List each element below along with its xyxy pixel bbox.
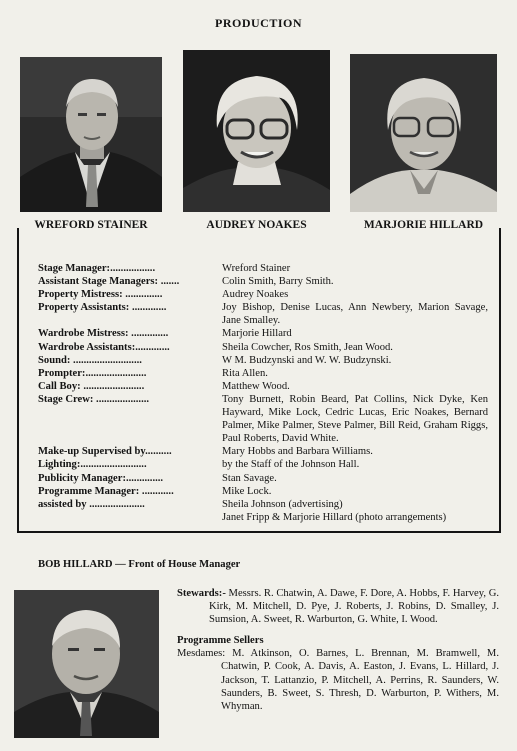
credit-names: Rita Allen. — [222, 367, 268, 379]
credit-names: Wreford Stainer — [222, 263, 291, 274]
credit-role: Programme Manager: ............ — [38, 485, 174, 497]
credit-names: Joy Bishop, Denise Lucas, Ann Newbery, Marion Savage, Jane Smalley. — [222, 302, 488, 327]
credit-row — [38, 275, 488, 288]
stewards-label: Stewards:- — [177, 588, 226, 599]
production-credits — [38, 262, 488, 524]
credit-names: Janet Fripp & Marjorie Hillard (photo arrangements) — [222, 511, 447, 523]
portrait-caption: WREFORD STAINER — [34, 219, 148, 231]
credit-role: Call Boy: ....................... — [38, 380, 145, 392]
credit-names: Marjorie Hillard — [222, 328, 292, 340]
page-heading: PRODUCTION — [214, 16, 302, 30]
credit-names: Sheila Johnson (advertising) — [222, 498, 343, 510]
credit-role — [38, 511, 220, 524]
credit-role: Sound: .......................... — [38, 354, 142, 366]
credit-role: Lighting:......................... — [38, 459, 147, 471]
credit-row — [38, 341, 488, 354]
credit-role: Make-up Supervised by.......... — [38, 446, 172, 458]
credit-role: Wardrobe Mistress: .............. — [38, 328, 169, 340]
credit-role: Wardrobe Assistants:............. — [38, 341, 170, 353]
credit-names: Colin Smith, Barry Smith. — [222, 276, 334, 288]
credit-row — [38, 445, 488, 458]
credit-names: Tony Burnett, Robin Beard, Pat Collins, Nick Dyke, Ken Hayward, Mike Lock, Cedric Lucas, Eric Noakes, Bernard Palmer, Mike Palmer, Steve Palmer, Bill Reid, Graham Riggs, Paul Roberts, David White. — [222, 393, 488, 445]
credit-names: Sheila Cowcher, Ros Smith, Jean Wood. — [222, 341, 393, 353]
credit-row — [38, 458, 488, 471]
credit-names: Mike Lock. — [222, 485, 272, 497]
credit-role: assisted by ..................... — [38, 498, 145, 510]
portrait-photo-marjorie-hillard — [350, 54, 497, 212]
frame-border-left — [17, 228, 19, 533]
credit-row — [38, 327, 488, 340]
programme-sellers-title: Programme Sellers — [177, 635, 264, 647]
credit-role: Property Mistress: .............. — [38, 289, 163, 301]
credit-names: Audrey Noakes — [222, 289, 289, 301]
portrait-photo-wreford-stainer — [20, 57, 162, 212]
credit-role: Stage Crew: .................... — [38, 393, 150, 405]
credit-row — [38, 511, 488, 524]
portrait-caption: AUDREY NOAKES — [206, 219, 307, 231]
credit-row — [38, 288, 488, 301]
portrait-caption: MARJORIE HILLARD — [363, 219, 484, 231]
credit-role: Publicity Manager:.............. — [38, 472, 164, 484]
credit-row — [38, 301, 488, 327]
stewards-names: Messrs. R. Chatwin, A. Dawe, F. Dore, A. Hobbs, F. Harvey, G. Kirk, M. Mitchell, D. Pye, J. Roberts, J. Robins, D. Smalley, J. Sumsion, A. Sweet, R. Warburton, G. White, I. Wood. — [209, 588, 499, 626]
stewards-paragraph — [177, 587, 499, 626]
credit-row — [38, 380, 488, 393]
credit-row — [38, 367, 488, 380]
credit-row — [38, 262, 488, 275]
front-of-house-helpers — [177, 587, 499, 713]
credit-row — [38, 498, 488, 511]
credit-row — [38, 472, 488, 485]
credit-names: Stan Savage. — [222, 472, 277, 484]
credit-role: Stage Manager:................. — [38, 263, 156, 274]
credit-row — [38, 354, 488, 367]
frame-border-right — [499, 228, 501, 533]
credit-names: by the Staff of the Johnson Hall. — [222, 459, 360, 471]
credit-row — [38, 393, 488, 445]
front-of-house-heading: BOB HILLARD — Front of House Manager — [38, 559, 241, 570]
credit-role: Property Assistants: ............. — [38, 302, 167, 314]
portrait-photo-audrey-noakes — [183, 50, 330, 212]
credit-names: W M. Budzynski and W. W. Budzynski. — [222, 354, 392, 366]
credit-role: Prompter:....................... — [38, 367, 147, 379]
frame-border-bottom — [17, 531, 501, 533]
credit-row — [38, 485, 488, 498]
credit-role: Assistant Stage Managers: ....... — [38, 276, 180, 288]
credit-names: Matthew Wood. — [222, 380, 290, 392]
programme-sellers-names: Mesdames: M. Atkinson, O. Barnes, L. Brennan, M. Bramwell, M. Chatwin, P. Cook, A. Davis, A. Easton, J. Evans, L. Hillard, J. Jackson, T. Lattanzio, P. Mitchell, A. Perrins, R. Saunders, W. Saunders, B. Sweet, S. Thresh, D. Warburton, P. Withers, M. Whyman. — [177, 648, 499, 712]
portrait-photo-bob-hillard — [14, 590, 159, 738]
credit-names: Mary Hobbs and Barbara Williams. — [222, 446, 373, 458]
